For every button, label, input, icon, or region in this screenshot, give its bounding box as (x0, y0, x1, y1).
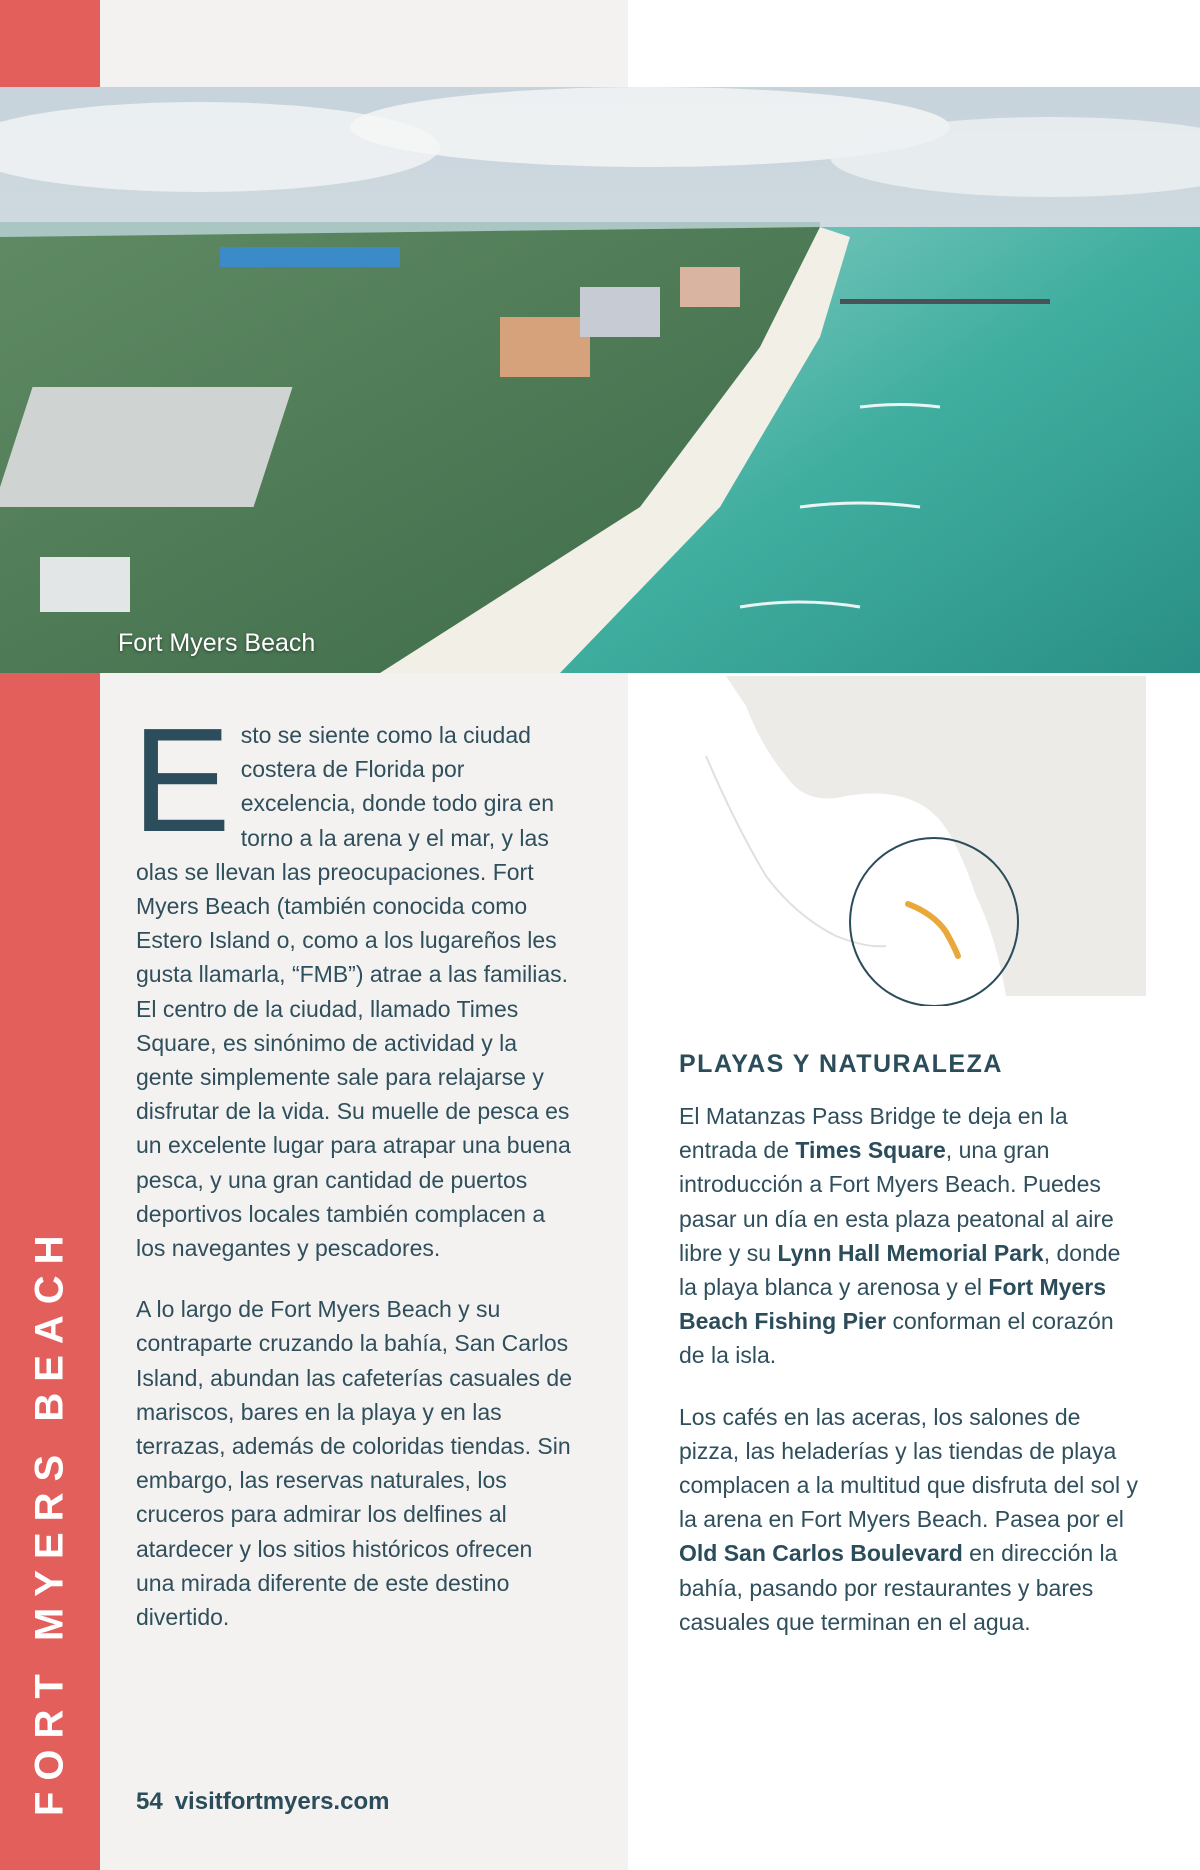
right-column (679, 1050, 1139, 1666)
intro-paragraph-1 (132, 698, 576, 1265)
text-span: , una gran introducción a Fort Myers Beach. Puedes pasar un día en esta plaza peatonal al aire libre y su (679, 1137, 1114, 1266)
bold-fishing-pier: Fort Myers Beach Fishing Pier (679, 1274, 1107, 1335)
bold-lynn-hall-park: Lynn Hall Memorial Park (777, 1239, 1044, 1266)
vertical-section-title: FORT MYERS BEACH (27, 1224, 72, 1816)
intro-paragraph-2: A lo largo de Fort Myers Beach y su contraparte cruzando la bahía, San Carlos Island, abundan las cafeterías casuales de mariscos, bares en la playa y en las terrazas, además de coloridas tiendas. Sin embargo, las reservas naturales, los cruceros para admirar los delfines al atardecer y los sitios históricos ofrecen una mirada diferente de este destino divertido. (136, 1296, 573, 1631)
section-paragraph-1 (679, 1099, 1139, 1373)
page-number: 54 (136, 1788, 163, 1815)
accent-bar-top (0, 0, 100, 87)
hero-photo (0, 87, 1200, 673)
drop-cap: E (132, 698, 231, 863)
bold-times-square: Times Square (795, 1137, 946, 1164)
text-span: Los cafés en las aceras, los salones de pizza, las heladerías y las tiendas de playa complacen a la multitud que disfruta del sol y la arena en Fort Myers Beach. Pasea por el (679, 1403, 1138, 1533)
location-map (676, 676, 1146, 1006)
text-span: conforman el corazón de la isla. (679, 1308, 1114, 1369)
section-paragraph-2 (679, 1400, 1139, 1639)
text-span: en dirección la bahía, pasando por restaurantes y bares casuales que terminan en el agua. (679, 1540, 1118, 1635)
text-span: El Matanzas Pass Bridge te deja en la entrada de (679, 1103, 1068, 1164)
website-link[interactable]: visitfortmyers.com (174, 1788, 390, 1815)
florida-map-graphic (676, 676, 1146, 1006)
intro-paragraph-1-text: sto se siente como la ciudad costera de Florida por excelencia, donde todo gira en torno a la arena y el mar, y las olas se llevan las preocupaciones. Fort Myers Beach (también conocida como Estero Island o, como a los lugareños les gusta llamarla, “FMB”) atrae a las familias. El centro de la ciudad, llamado Times Square, es sinónimo de actividad y la gente simplemente sale para relajarse y disfrutar de la vida. Su muelle de pesca es un excelente lugar para atrapar una buena pesca, y una gran cantidad de puertos deportivos locales también complacen a los navegantes y pescadores. (136, 722, 571, 1262)
text-span: , donde la playa blanca y arenosa y el (679, 1239, 1121, 1301)
page-footer (136, 1788, 389, 1816)
intro-text (132, 698, 576, 1661)
hero-caption: Fort Myers Beach (118, 629, 316, 657)
section-heading: PLAYAS Y NATURALEZA (679, 1050, 1003, 1078)
aerial-beach-illustration (0, 87, 1200, 673)
bold-old-san-carlos-boulevard: Old San Carlos Boulevard (679, 1540, 963, 1567)
